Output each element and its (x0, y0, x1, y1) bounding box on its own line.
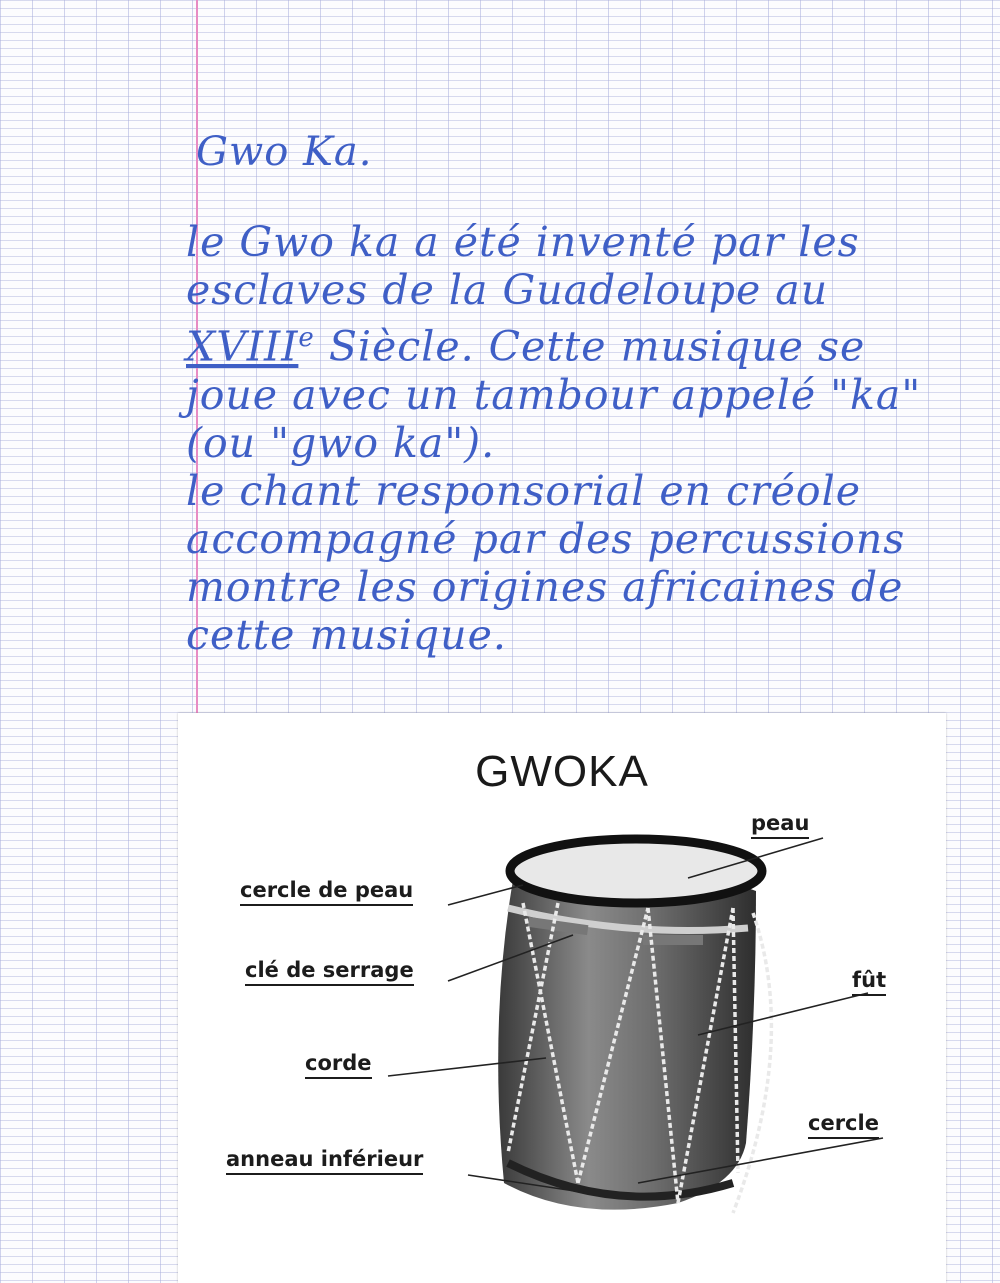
notes-line-4: joue avec un tambour appelé "ka" (186, 370, 922, 419)
century-numeral: XVIII (186, 322, 299, 371)
notes-line-9: cette musique. (186, 610, 507, 659)
notes-line-8: montre les origines africaines de (186, 562, 904, 611)
label-cercle: cercle (808, 1111, 879, 1139)
diagram-title: GWOKA (475, 747, 649, 796)
handwritten-notes (186, 120, 976, 659)
label-fut: fût (852, 968, 886, 996)
notes-line-3-rest: Siècle. Cette musique se (314, 322, 866, 371)
gwoka-diagram-printout (178, 713, 946, 1283)
century-superscript: e (298, 323, 315, 353)
drum-head (510, 839, 762, 903)
notes-line-6: le chant responsorial en créole (186, 466, 861, 515)
label-cercle-de-peau: cercle de peau (240, 878, 413, 906)
label-corde: corde (305, 1051, 372, 1079)
notes-title: Gwo Ka. (196, 129, 373, 175)
label-anneau-inferieur: anneau inférieur (226, 1147, 423, 1175)
notes-line-3 (186, 314, 976, 371)
notes-line-7: accompagné par des percussions (186, 514, 906, 563)
notes-line-2: esclaves de la Guadeloupe au (186, 266, 829, 314)
notes-line-5: (ou "gwo ka"). (186, 418, 496, 467)
label-peau: peau (751, 811, 809, 839)
notes-line-1: le Gwo ka a été inventé par les (186, 218, 860, 266)
label-cle-de-serrage: clé de serrage (245, 958, 414, 986)
drum-illustration (178, 713, 946, 1283)
